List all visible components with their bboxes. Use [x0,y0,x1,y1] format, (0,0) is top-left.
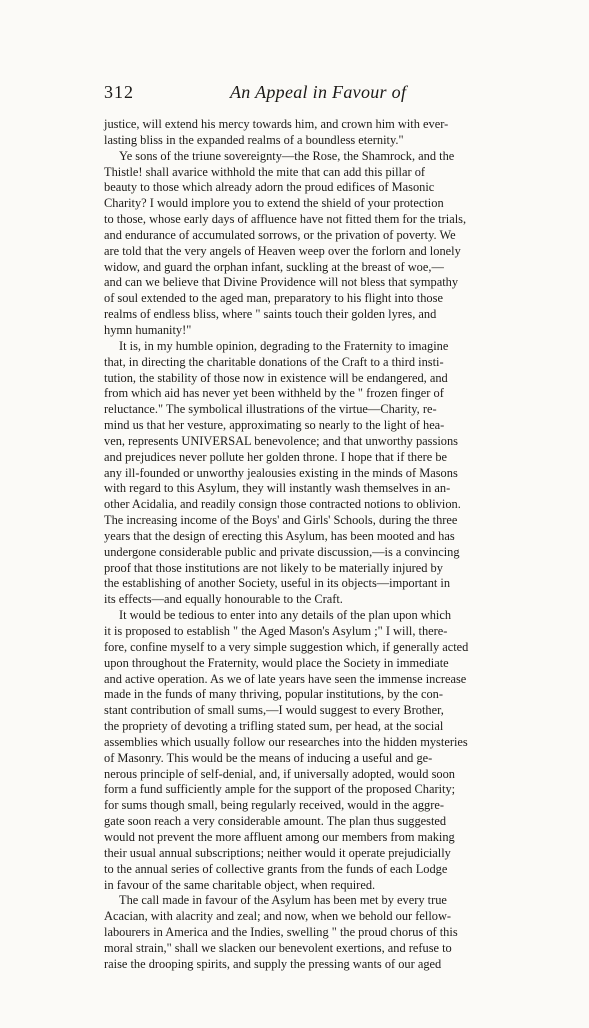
text-line: it is proposed to establish " the Aged Mason's Asylum ;" I will, there- [104,624,448,638]
text-line: of soul extended to the aged man, preparatory to his flight into those [104,291,443,306]
page-number: 312 [104,82,134,102]
text-line: labourers in America and the Indies, swelling " the proud chorus of this [104,925,458,940]
text-line: lasting bliss in the expanded realms of a boundless eternity." [104,132,404,147]
text-line: gate soon reach a very considerable amount. The plan thus suggested [104,814,447,829]
text-line: to the annual series of collective grants from the funds of each Lodge [104,861,448,876]
text-line: its effects—and equally honourable to the Craft. [104,592,343,607]
body-text [104,117,490,973]
running-title: An Appeal in Favour of [230,82,407,102]
text-line: other Acidalia, and readily consign those contracted notions to oblivion. [104,497,461,512]
text-line: and prejudices never pollute her golden throne. I hope that if there be [104,449,448,464]
text-line: and can we believe that Divine Providence will not bless that sympathy [104,275,459,290]
text-line: nerous principle of self-denial, and, if universally adopted, would soon [104,766,455,781]
text-line: of Masonry. This would be the means of inducing a useful and ge- [104,750,433,765]
text-line: The increasing income of the Boys' and Girls' Schools, during the three [104,513,458,528]
text-line: mind us that her vesture, approximating so nearly to the light of hea- [104,418,445,433]
text-line: in favour of the same charitable object, when required. [104,877,376,892]
text-line: stant contribution of small sums,—I would suggest to every Brother, [104,703,444,718]
text-line: proof that those institutions are not likely to be materially injured by [104,560,443,575]
text-line: realms of endless bliss, where " saints touch their golden lyres, and [104,307,437,322]
text-line: fore, confine myself to a very simple suggestion which, if generally acted [104,639,469,654]
text-line: for sums though small, being regularly received, would in the aggre- [104,798,444,813]
text-line: assemblies which usually follow our researches into the hidden mysteries [104,734,468,749]
text-line: Thistle! shall avarice withhold the mite that can add this pillar of [104,164,426,179]
text-line: moral strain," shall we slacken our benevolent exertions, and refuse to [104,940,452,955]
text-line: raise the drooping spirits, and supply the pressing wants of our aged [104,956,442,971]
text-line: ven, represents UNIVERSAL benevolence; and that unworthy passions [104,433,458,448]
text-line: and active operation. As we of late years have seen the immense increase [104,671,467,686]
text-line: are told that the very angels of Heaven weep over the forlorn and lonely [104,243,461,258]
text-line: with regard to this Asylum, they will instantly wash themselves in an- [104,481,451,496]
text-line: justice, will extend his mercy towards him, and crown him with ever- [104,117,449,131]
text-line: reluctance." The symbolical illustrations of the virtue—Charity, re- [104,402,437,417]
text-line: hymn humanity!" [104,322,192,337]
text-line: undergone considerable public and private discussion,—is a convincing [104,544,460,559]
text-line: It would be tedious to enter into any details of the plan upon which [119,608,452,623]
text-line: the establishing of another Society, useful in its objects—important in [104,576,451,591]
text-line: any ill-founded or unworthy jealousies existing in the minds of Masons [104,465,458,480]
text-line: that, in directing the charitable donations of the Craft to a third insti- [104,354,444,369]
text-line: Charity? I would implore you to extend the shield of your protection [104,196,444,211]
text-line: from which aid has never yet been withheld by the " frozen finger of [104,386,444,401]
page-header [104,82,482,106]
text-line: upon throughout the Fraternity, would place the Society in immediate [104,655,449,670]
text-line: their usual annual subscriptions; neither would it operate prejudicially [104,845,451,860]
text-line: to those, whose early days of affluence have not fitted them for the trials, [104,212,467,227]
text-line: made in the funds of many thriving, popular institutions, by the con- [104,687,443,702]
text-line: Ye sons of the triune sovereignty—the Rose, the Shamrock, and the [119,148,455,163]
text-line: would not prevent the more affluent among our members from making [104,829,455,844]
text-line: The call made in favour of the Asylum has been met by every true [119,893,447,908]
text-line: form a fund sufficiently ample for the support of the proposed Charity; [104,782,456,797]
text-line: years that the design of erecting this Asylum, has been mooted and has [104,528,455,543]
text-line: widow, and guard the orphan infant, suckling at the breast of woe,— [104,259,444,274]
text-line: and endurance of accumulated sorrows, or the privation of poverty. We [104,227,456,242]
text-line: the propriety of devoting a trifling stated sum, per head, at the social [104,719,444,734]
text-line: tution, the stability of those now in existence will be endangered, and [104,370,448,385]
text-line: Acacian, with alacrity and zeal; and now, when we behold our fellow- [104,909,452,924]
text-line: beauty to those which already adorn the proud edifices of Masonic [104,180,435,195]
text-line: It is, in my humble opinion, degrading to the Fraternity to imagine [119,338,449,353]
